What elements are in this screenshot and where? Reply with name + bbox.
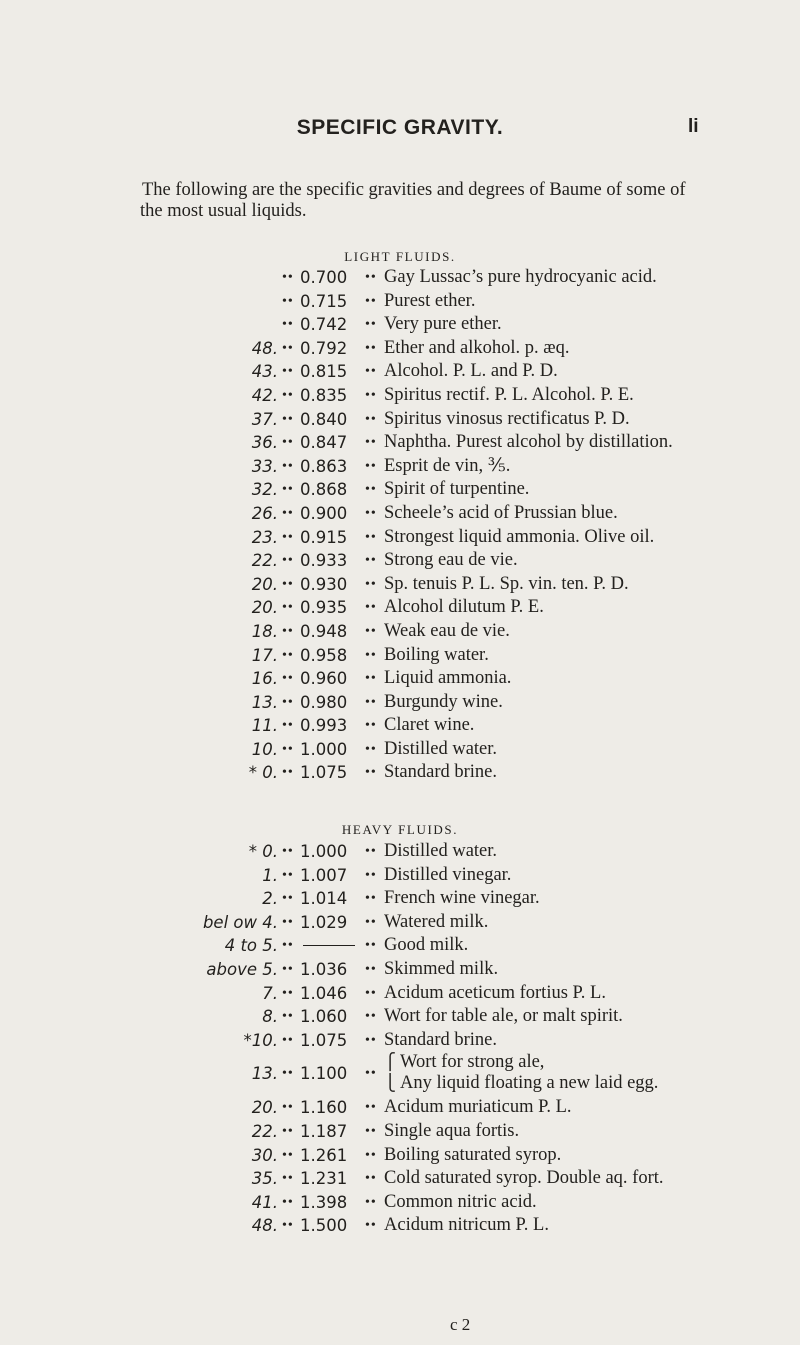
specific-gravity: 1.231 [300, 1169, 348, 1189]
leader-dots: •• [365, 985, 377, 1001]
leader-dots: •• [282, 938, 294, 954]
specific-gravity: 0.815 [300, 362, 348, 382]
signature-mark: c 2 [450, 1315, 471, 1334]
table-row [0, 384, 800, 408]
specific-gravity: 1.075 [300, 1030, 348, 1050]
baume-degree: 37. [251, 409, 278, 429]
running-head [0, 116, 800, 146]
table-row [0, 478, 800, 502]
table-row [0, 1096, 800, 1120]
leader-dots: •• [365, 340, 377, 356]
liquid-description: Naphtha. Purest alcohol by distillation. [384, 432, 673, 453]
baume-degree: 48. [251, 1216, 278, 1236]
table-row [0, 290, 800, 314]
leader-dots: •• [365, 694, 377, 710]
liquid-description: Weak eau de vie. [384, 620, 510, 641]
leader-dots: •• [282, 293, 294, 309]
leader-dots: •• [365, 529, 377, 545]
baume-degree: 7. [262, 983, 278, 1003]
table-row [0, 526, 800, 550]
leader-dots: •• [282, 765, 294, 781]
leader-dots: •• [282, 671, 294, 687]
table-row [0, 887, 800, 911]
baume-degree: 13. [251, 1064, 278, 1084]
leader-dots: •• [365, 1032, 377, 1048]
table-row [0, 982, 800, 1006]
baume-degree: 11. [251, 716, 278, 736]
baume-degree: 22. [251, 551, 278, 571]
table-row [0, 455, 800, 479]
leader-dots: •• [365, 1147, 377, 1163]
leader-dots: •• [365, 482, 377, 498]
leader-dots: •• [365, 961, 377, 977]
leader-dots: •• [365, 1194, 377, 1210]
leader-dots: •• [365, 1009, 377, 1025]
specific-gravity: 0.980 [300, 692, 348, 712]
baume-degree: 13. [251, 692, 278, 712]
leader-dots: •• [282, 718, 294, 734]
leader-dots: •• [365, 435, 377, 451]
specific-gravity: 0.958 [300, 645, 348, 665]
leader-dots: •• [282, 270, 294, 285]
specific-gravity: 0.715 [300, 291, 348, 311]
leader-dots: •• [282, 961, 294, 977]
leader-dots: •• [365, 671, 377, 687]
table-row [0, 1005, 800, 1029]
table-row [0, 266, 800, 290]
liquid-description: Burgundy wine. [384, 691, 503, 712]
liquid-description: Distilled water. [384, 738, 498, 759]
table-row [0, 761, 800, 785]
table-row [0, 337, 800, 361]
specific-gravity: 0.960 [300, 669, 348, 689]
table-row [0, 313, 800, 337]
specific-gravity: 1.060 [300, 1007, 348, 1027]
blank-value-rule [303, 945, 355, 946]
leader-dots: •• [282, 411, 294, 427]
baume-degree: 48. [251, 338, 278, 358]
liquid-description: Boiling saturated syrop. [384, 1144, 562, 1165]
leader-dots: •• [282, 505, 294, 521]
specific-gravity: 0.835 [300, 385, 348, 405]
table-row [0, 1120, 800, 1144]
liquid-description: Acidum aceticum fortius P. L. [384, 982, 606, 1003]
baume-degree: 4 to 5. [224, 936, 278, 956]
table-row [0, 644, 800, 668]
specific-gravity: 0.863 [300, 456, 348, 476]
leader-dots: •• [282, 914, 294, 930]
leader-dots: •• [365, 867, 377, 883]
table-row [0, 864, 800, 888]
baume-degree: 30. [251, 1145, 278, 1165]
leader-dots: •• [282, 1100, 294, 1116]
baume-degree: 20. [251, 1098, 278, 1118]
liquid-description: Scheele’s acid of Prussian blue. [384, 502, 618, 523]
specific-gravity: 0.847 [300, 433, 348, 453]
leader-dots: •• [365, 387, 377, 403]
specific-gravity: 1.398 [300, 1192, 348, 1212]
leader-dots: •• [282, 1171, 294, 1187]
specific-gravity: 1.187 [300, 1121, 348, 1141]
liquid-description: Good milk. [384, 935, 469, 956]
leader-dots: •• [282, 364, 294, 380]
baume-degree: * 0. [248, 842, 278, 861]
leader-dots: •• [282, 1218, 294, 1234]
table-row [0, 667, 800, 691]
leader-dots: •• [282, 1032, 294, 1048]
table-row [0, 502, 800, 526]
leader-dots: •• [282, 623, 294, 639]
light-fluids-table [0, 266, 800, 785]
leader-dots: •• [282, 482, 294, 498]
specific-gravity: 0.935 [300, 598, 348, 618]
leader-dots: •• [282, 435, 294, 451]
liquid-description: Acidum nitricum P. L. [384, 1215, 549, 1236]
table-row [0, 1214, 800, 1238]
table-row [0, 408, 800, 432]
baume-degree: 43. [251, 362, 278, 382]
specific-gravity: 1.000 [300, 739, 348, 759]
leader-dots: •• [365, 938, 377, 954]
liquid-description: Common nitric acid. [384, 1191, 537, 1212]
leader-dots: •• [282, 844, 294, 859]
liquid-description: Liquid ammonia. [384, 668, 512, 689]
specific-gravity: 0.993 [300, 716, 348, 736]
table-row [0, 958, 800, 982]
liquid-description: Cold saturated syrop. Double aq. fort. [384, 1168, 664, 1189]
table-row [0, 1144, 800, 1168]
leader-dots: •• [365, 576, 377, 592]
specific-gravity: 1.029 [300, 912, 348, 932]
leader-dots: •• [282, 340, 294, 356]
specific-gravity: 0.792 [300, 338, 348, 358]
baume-degree: 41. [251, 1192, 278, 1212]
leader-dots: •• [365, 741, 377, 757]
liquid-description: Watered milk. [384, 911, 489, 932]
table-row [0, 691, 800, 715]
liquid-description: Ether and alkohol. p. æq. [384, 337, 570, 358]
baume-degree: 8. [262, 1007, 278, 1027]
liquid-description: French wine vinegar. [384, 888, 540, 909]
table-row [0, 1167, 800, 1191]
table-row [0, 596, 800, 620]
liquid-description: Standard brine. [384, 1029, 498, 1050]
table-row [0, 620, 800, 644]
leader-dots: •• [282, 985, 294, 1001]
leader-dots: •• [282, 1123, 294, 1139]
table-row [0, 738, 800, 762]
liquid-description: Very pure ether. [384, 314, 502, 335]
specific-gravity: 0.868 [300, 480, 348, 500]
leader-dots: •• [365, 270, 377, 285]
table-row [0, 549, 800, 573]
leader-dots: •• [365, 600, 377, 616]
specific-gravity: 0.840 [300, 409, 348, 429]
leader-dots: •• [282, 458, 294, 474]
specific-gravity: 0.900 [300, 503, 348, 523]
specific-gravity: 1.261 [300, 1145, 348, 1165]
baume-degree: 42. [251, 385, 278, 405]
liquid-description: Strong eau de vie. [384, 550, 518, 571]
baume-degree: 20. [251, 598, 278, 618]
specific-gravity: 1.007 [300, 865, 348, 885]
leader-dots: •• [365, 844, 377, 859]
light-fluids-heading: LIGHT FLUIDS. [344, 249, 456, 264]
liquid-description: Any liquid floating a new laid egg. [400, 1073, 659, 1094]
specific-gravity: 0.915 [300, 527, 348, 547]
liquid-description: Skimmed milk. [384, 958, 499, 979]
liquid-description: Acidum muriaticum P. L. [384, 1097, 572, 1118]
baume-degree: 26. [251, 503, 278, 523]
liquid-description: Standard brine. [384, 762, 498, 783]
specific-gravity: 0.700 [300, 268, 348, 287]
leader-dots: •• [282, 891, 294, 907]
leader-dots: •• [365, 293, 377, 309]
liquid-description: Distilled vinegar. [384, 864, 512, 885]
liquid-description: Wort for strong ale, [400, 1052, 545, 1073]
table-row [0, 1052, 800, 1096]
leader-dots: •• [365, 1066, 377, 1082]
baume-degree: *10. [243, 1030, 278, 1050]
specific-gravity: 1.075 [300, 763, 348, 783]
table-row [0, 431, 800, 455]
liquid-description: Boiling water. [384, 644, 489, 665]
table-row [0, 1029, 800, 1053]
leader-dots: •• [365, 1218, 377, 1234]
baume-degree: 32. [251, 480, 278, 500]
baume-degree: 1. [262, 865, 278, 885]
leader-dots: •• [365, 364, 377, 380]
leader-dots: •• [282, 576, 294, 592]
leader-dots: •• [282, 694, 294, 710]
leader-dots: •• [365, 647, 377, 663]
baume-degree: 33. [251, 456, 278, 476]
specific-gravity: 0.930 [300, 574, 348, 594]
baume-degree: 16. [251, 669, 278, 689]
baume-degree: 18. [251, 621, 278, 641]
specific-gravity: 0.948 [300, 621, 348, 641]
table-row [0, 360, 800, 384]
specific-gravity: 1.160 [300, 1098, 348, 1118]
leader-dots: •• [365, 765, 377, 781]
leader-dots: •• [365, 914, 377, 930]
table-row [0, 1191, 800, 1215]
leader-dots: •• [365, 411, 377, 427]
baume-degree: 36. [251, 433, 278, 453]
specific-gravity: 1.100 [300, 1064, 348, 1084]
baume-degree: 35. [251, 1169, 278, 1189]
leader-dots: •• [365, 1171, 377, 1187]
liquid-description: Gay Lussac’s pure hydrocyanic acid. [384, 267, 657, 287]
leader-dots: •• [365, 1100, 377, 1116]
brace-mark: ⎧ [384, 1054, 400, 1072]
specific-gravity: 0.933 [300, 551, 348, 571]
baume-degree: 23. [251, 527, 278, 547]
liquid-description: Alcohol. P. L. and P. D. [384, 361, 558, 382]
leader-dots: •• [282, 1009, 294, 1025]
specific-gravity: 1.014 [300, 889, 348, 909]
baume-degree: bel ow 4. [202, 912, 278, 932]
liquid-description: Spirit of turpentine. [384, 479, 530, 500]
leader-dots: •• [365, 505, 377, 521]
table-row [0, 573, 800, 597]
leader-dots: •• [365, 623, 377, 639]
leader-dots: •• [282, 741, 294, 757]
brace-mark: ⎩ [384, 1075, 400, 1093]
leader-dots: •• [282, 647, 294, 663]
liquid-description: Single aqua fortis. [384, 1120, 520, 1141]
leader-dots: •• [365, 317, 377, 333]
leader-dots: •• [282, 1194, 294, 1210]
leader-dots: •• [365, 718, 377, 734]
leader-dots: •• [365, 553, 377, 569]
baume-degree: * 0. [248, 763, 278, 783]
liquid-description: Purest ether. [384, 290, 476, 311]
leader-dots: •• [365, 1123, 377, 1139]
baume-degree: 10. [251, 739, 278, 759]
baume-degree: 2. [262, 889, 278, 909]
table-row [0, 714, 800, 738]
table-row [0, 840, 800, 864]
liquid-description: Esprit de vin, ⅗. [384, 455, 511, 476]
leader-dots: •• [282, 867, 294, 883]
baume-degree: 20. [251, 574, 278, 594]
table-row [0, 934, 800, 958]
specific-gravity: 0.742 [300, 315, 348, 335]
specific-gravity: 1.500 [300, 1216, 348, 1236]
heavy-fluids-heading: HEAVY FLUIDS. [341, 822, 459, 837]
liquid-description: Distilled water. [384, 841, 498, 861]
baume-degree: above 5. [206, 959, 278, 979]
baume-degree: 22. [251, 1121, 278, 1141]
page-number: li [688, 116, 699, 137]
specific-gravity: 1.000 [300, 842, 348, 861]
leader-dots: •• [365, 458, 377, 474]
leader-dots: •• [282, 387, 294, 403]
intro-paragraph: The following are the specific gravities and degrees of Baume of some of the most usual liquids. [140, 180, 686, 221]
baume-degree: 17. [251, 645, 278, 665]
leader-dots: •• [282, 1066, 294, 1082]
leader-dots: •• [282, 317, 294, 333]
leader-dots: •• [282, 529, 294, 545]
page-title: SPECIFIC GRAVITY. [296, 116, 504, 139]
liquid-description: Spiritus rectif. P. L. Alcohol. P. E. [384, 384, 634, 405]
table-row [0, 911, 800, 935]
leader-dots: •• [365, 891, 377, 907]
liquid-description: Claret wine. [384, 715, 475, 736]
liquid-description: Alcohol dilutum P. E. [384, 597, 544, 618]
liquid-description: Spiritus vinosus rectificatus P. D. [384, 408, 630, 429]
liquid-description: Wort for table ale, or malt spirit. [384, 1006, 623, 1027]
specific-gravity: 1.046 [300, 983, 348, 1003]
liquid-description: Sp. tenuis P. L. Sp. vin. ten. P. D. [384, 573, 629, 594]
leader-dots: •• [282, 600, 294, 616]
leader-dots: •• [282, 1147, 294, 1163]
heavy-fluids-table [0, 840, 800, 1238]
specific-gravity: 1.036 [300, 959, 348, 979]
leader-dots: •• [282, 553, 294, 569]
liquid-description: Strongest liquid ammonia. Olive oil. [384, 526, 655, 547]
bracketed-description [384, 1052, 658, 1094]
